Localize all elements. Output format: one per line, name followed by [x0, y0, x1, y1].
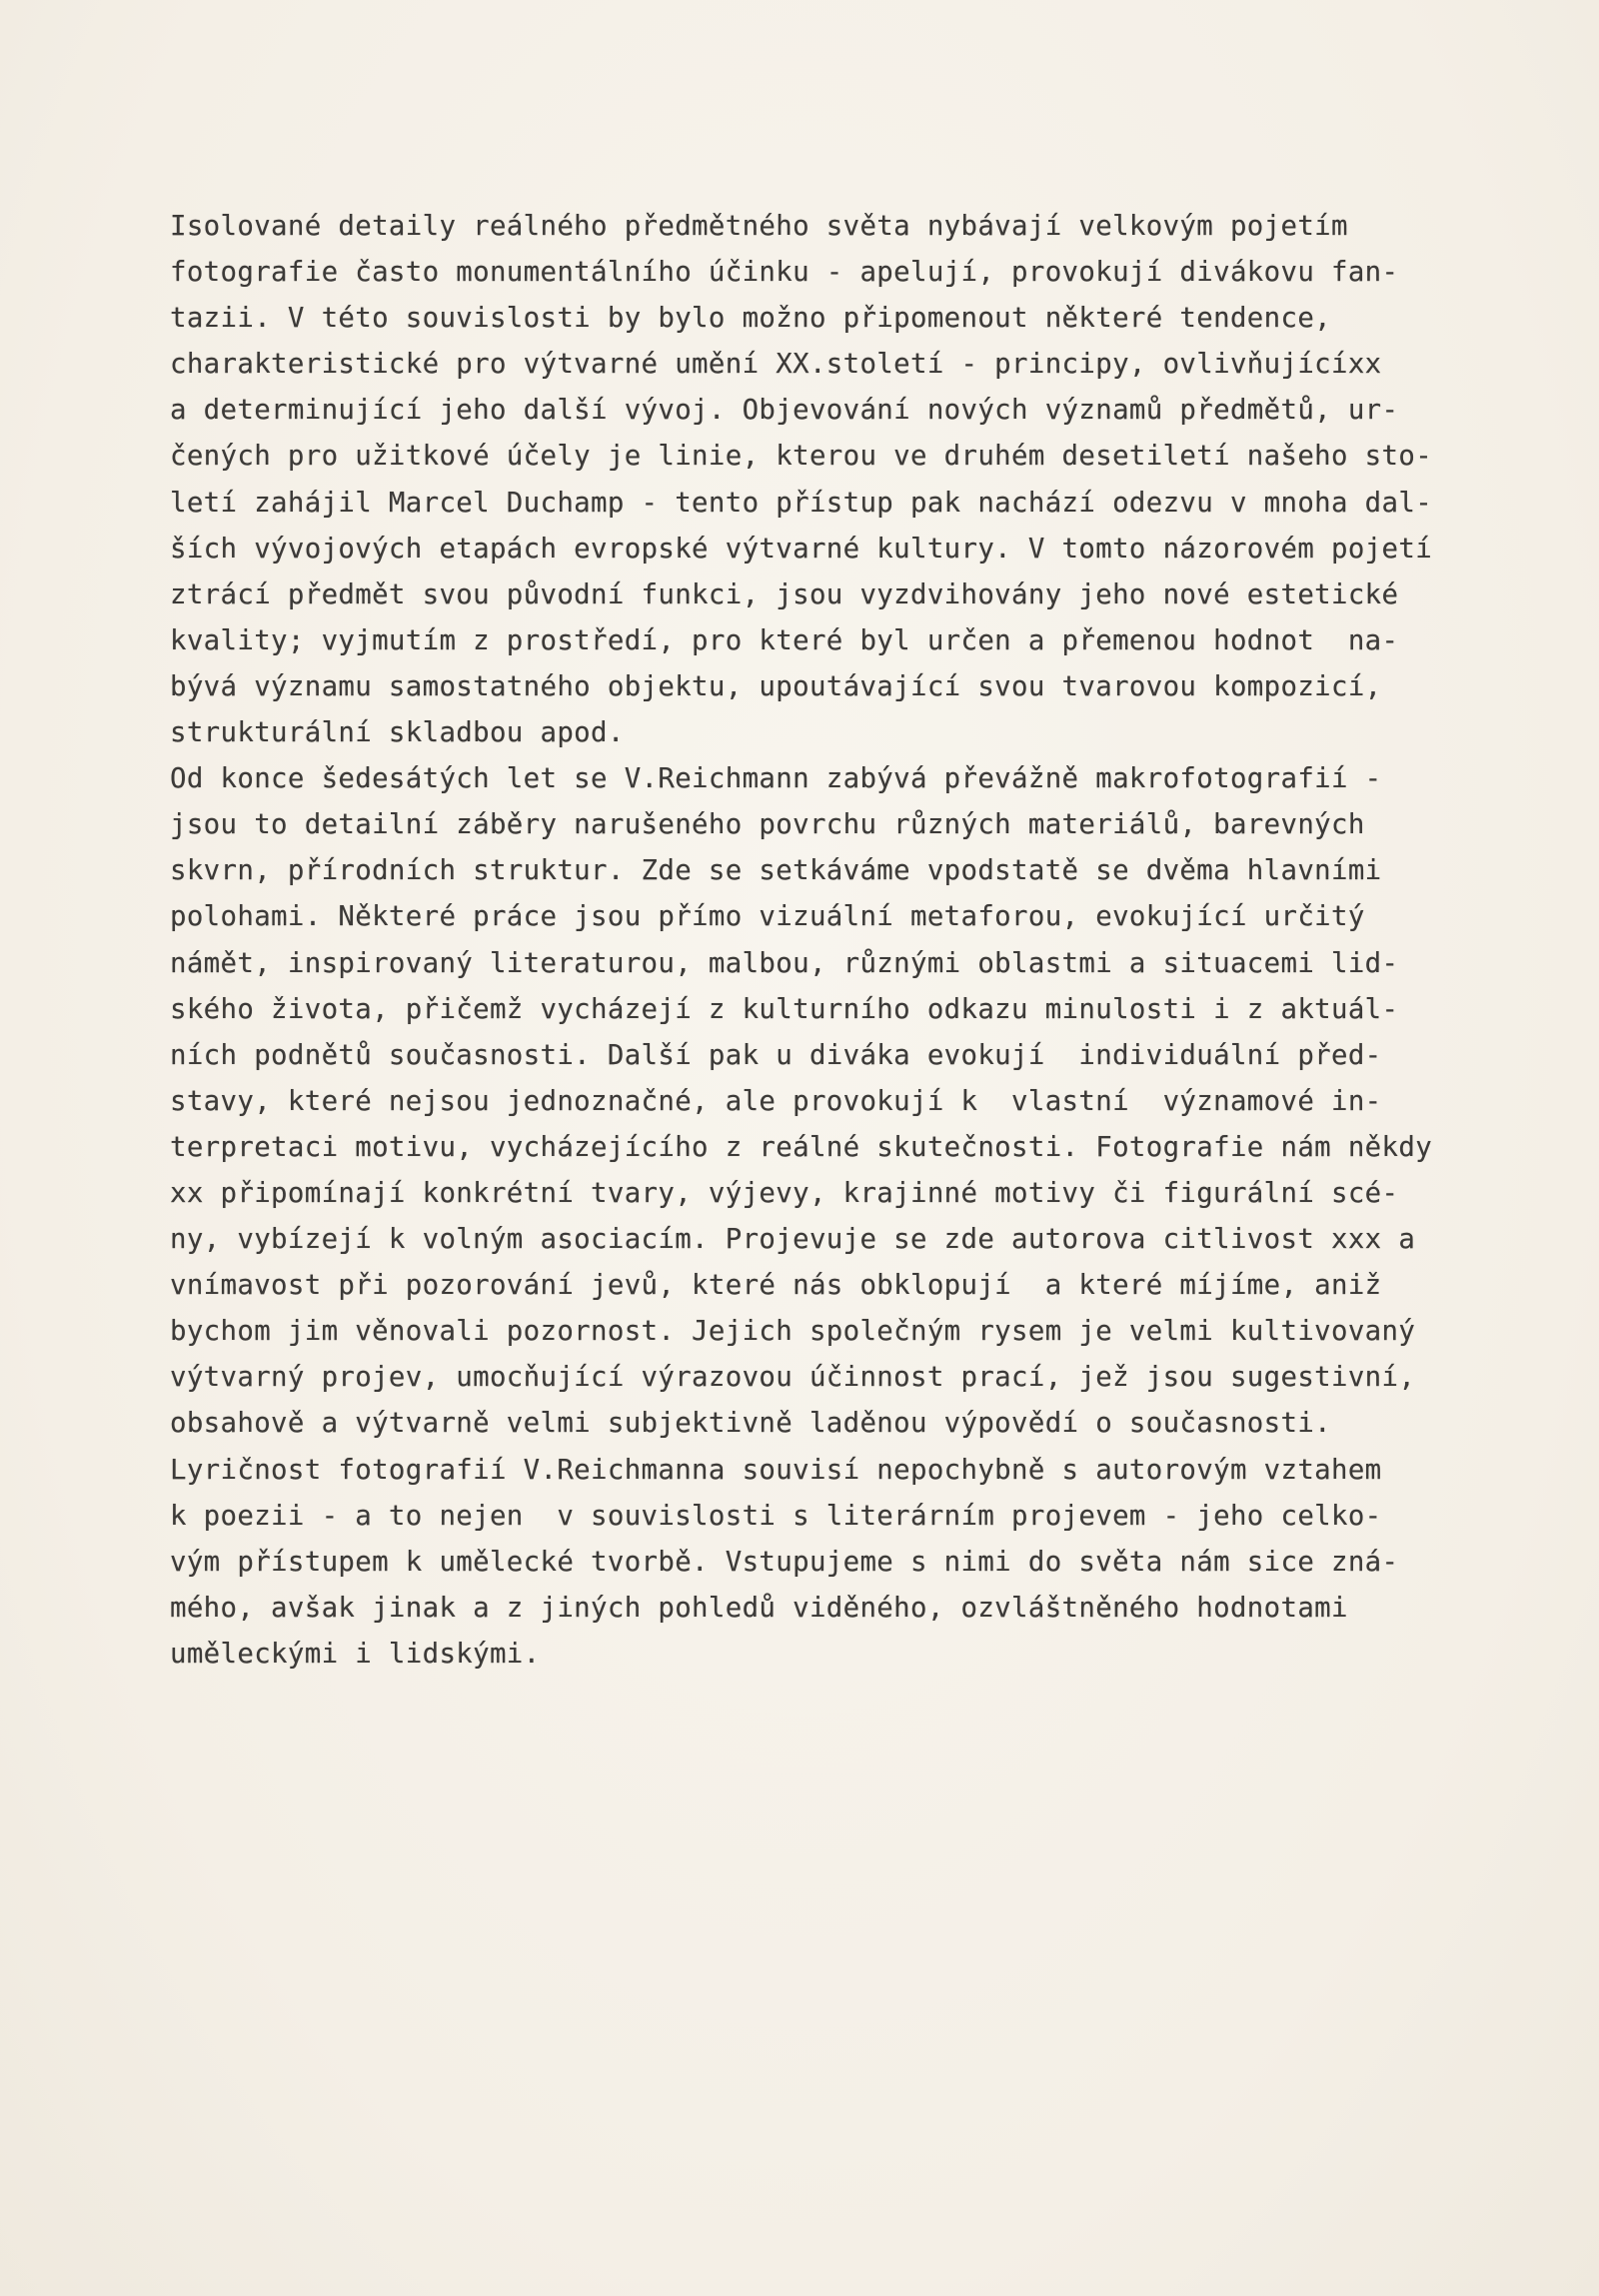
text-line: uměleckými i lidskými.: [170, 1638, 541, 1670]
text-line: ztrácí předmět svou původní funkci, jsou vyzdvihovány jeho nové estetické: [170, 578, 1399, 610]
text-line: jsou to detailní záběry narušeného povrchu různých materiálů, barevných: [170, 809, 1365, 841]
text-line: Isolované detaily reálného předmětného světa nybávají velkovým pojetím: [170, 211, 1348, 242]
text-line: čených pro užitkové účely je linie, kterou ve druhém desetiletí našeho sto-: [170, 441, 1433, 473]
text-line: strukturální skladbou apod.: [170, 717, 625, 749]
text-line: k poezii - a to nejen v souvislosti s literárním projevem - jeho celko-: [170, 1500, 1382, 1532]
text-line: stavy, které nejsou jednoznačné, ale provokují k vlastní významové in-: [170, 1085, 1382, 1117]
text-line: bychom jim věnovali pozornost. Jejich společným rysem je velmi kultivovaný: [170, 1316, 1416, 1348]
text-line: výtvarný projev, umocňující výrazovou účinnost prací, jež jsou sugestivní,: [170, 1362, 1416, 1394]
text-line: mého, avšak jinak a z jiných pohledů viděného, ozvláštněného hodnotami: [170, 1592, 1348, 1624]
text-line: vnímavost při pozorování jevů, které nás obklopují a které míjíme, aniž: [170, 1270, 1382, 1302]
text-line: a determinující jeho další vývoj. Objevování nových významů předmětů, ur-: [170, 395, 1399, 427]
text-line: ského života, přičemž vycházejí z kulturního odkazu minulosti i z aktuál-: [170, 993, 1399, 1025]
text-line: charakteristické pro výtvarné umění XX.století - principy, ovlivňujícíxx: [170, 349, 1382, 381]
typewritten-text: [170, 204, 1529, 1678]
text-line: vým přístupem k umělecké tvorbě. Vstupujeme s nimi do světa nám sice zná-: [170, 1546, 1399, 1578]
text-line: tazii. V této souvislosti by bylo možno připomenout některé tendence,: [170, 303, 1331, 335]
text-line: ních podnětů současnosti. Další pak u diváka evokují individuální před-: [170, 1039, 1382, 1071]
text-line: ny, vybízejí k volným asociacím. Projevuje se zde autorova citlivost xxx a: [170, 1224, 1416, 1256]
text-line: Od konce šedesátých let se V.Reichmann zabývá převážně makrofotografií -: [170, 763, 1382, 795]
text-line: ších vývojových etapách evropské výtvarné kultury. V tomto názorovém pojetí: [170, 533, 1433, 565]
text-line: námět, inspirovaný literaturou, malbou, různými oblastmi a situacemi lid-: [170, 947, 1399, 979]
text-line: skvrn, přírodních struktur. Zde se setkáváme vpodstatě se dvěma hlavními: [170, 855, 1382, 887]
text-line: obsahově a výtvarně velmi subjektivně laděnou výpovědí o současnosti.: [170, 1408, 1331, 1440]
text-line: bývá významu samostatného objektu, upoutávající svou tvarovou kompozicí,: [170, 670, 1382, 702]
text-line: xx připomínají konkrétní tvary, výjevy, krajinné motivy či figurální scé-: [170, 1177, 1399, 1209]
text-line: Lyričnost fotografií V.Reichmanna souvisí nepochybně s autorovým vztahem: [170, 1454, 1382, 1486]
text-line: terpretaci motivu, vycházejícího z reálné skutečnosti. Fotografie nám někdy: [170, 1131, 1433, 1163]
text-line: polohami. Některé práce jsou přímo vizuální metaforou, evokující určitý: [170, 901, 1365, 933]
text-line: letí zahájil Marcel Duchamp - tento přístup pak nachází odezvu v mnoha dal-: [170, 487, 1433, 519]
text-line: kvality; vyjmutím z prostředí, pro které byl určen a přemenou hodnot na-: [170, 624, 1399, 656]
text-line: fotografie často monumentálního účinku - apelují, provokují divákovu fan-: [170, 257, 1399, 289]
